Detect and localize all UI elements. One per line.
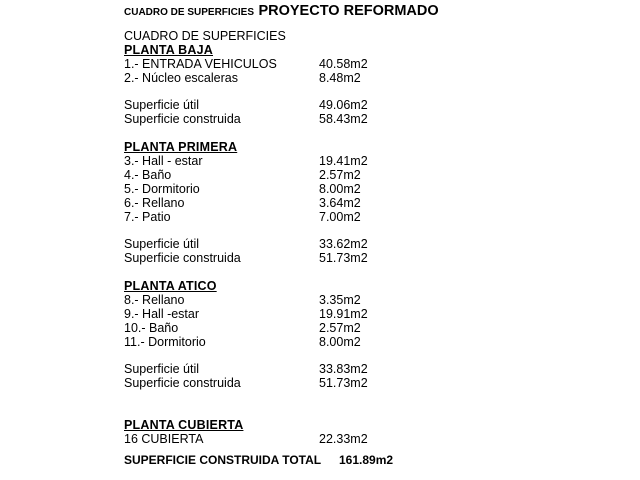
room-label: 7.- Patio	[124, 209, 171, 224]
room-row	[124, 433, 624, 447]
room-label: 8.- Rellano	[124, 292, 185, 307]
spacer	[124, 349, 624, 363]
subtitle: CUADRO DE SUPERFICIES	[124, 29, 286, 43]
spacer	[124, 391, 624, 419]
room-label: 10.- Baño	[124, 320, 179, 335]
room-value: 2.57m2	[319, 167, 361, 182]
room-row	[124, 169, 624, 183]
util-label: Superficie útil	[124, 362, 200, 377]
section-title-planta-primera: PLANTA PRIMERA	[124, 140, 238, 155]
room-row	[124, 322, 624, 336]
util-row	[124, 363, 624, 377]
spacer	[124, 224, 624, 238]
construida-row	[124, 113, 624, 127]
room-row	[124, 197, 624, 211]
construida-label: Superficie construida	[124, 376, 241, 391]
util-value: 33.62m2	[319, 237, 368, 252]
room-label: 6.- Rellano	[124, 195, 185, 210]
total-label: SUPERFICIE CONSTRUIDA TOTAL	[124, 452, 322, 467]
util-value: 33.83m2	[319, 362, 368, 377]
room-row	[124, 155, 624, 169]
room-label: 16 CUBIERTA	[124, 431, 204, 446]
util-row	[124, 238, 624, 252]
spacer	[124, 86, 624, 100]
room-value: 19.91m2	[319, 306, 368, 321]
room-value: 3.35m2	[319, 292, 361, 307]
surface-table	[124, 30, 624, 468]
construida-value: 51.73m2	[319, 251, 368, 266]
room-row	[124, 183, 624, 197]
room-row	[124, 294, 624, 308]
construida-row	[124, 377, 624, 391]
util-label: Superficie útil	[124, 98, 200, 113]
room-row	[124, 211, 624, 225]
room-label: 5.- Dormitorio	[124, 181, 200, 196]
room-label: 2.- Núcleo escaleras	[124, 70, 238, 85]
spacer	[124, 127, 624, 141]
room-value: 8.00m2	[319, 181, 361, 196]
construida-value: 58.43m2	[319, 112, 368, 127]
room-value: 2.57m2	[319, 320, 361, 335]
room-value: 19.41m2	[319, 154, 368, 169]
room-value: 7.00m2	[319, 209, 361, 224]
spacer	[124, 266, 624, 280]
total-value: 161.89m2	[339, 452, 394, 467]
section-title-planta-cubierta: PLANTA CUBIERTA	[124, 417, 244, 432]
document-header	[124, 2, 439, 22]
construida-label: Superficie construida	[124, 112, 241, 127]
room-row	[124, 58, 624, 72]
util-row	[124, 99, 624, 113]
construida-label: Superficie construida	[124, 251, 241, 266]
section-title-planta-atico: PLANTA ATICO	[124, 279, 217, 294]
construida-row	[124, 252, 624, 266]
construida-value: 51.73m2	[319, 376, 368, 391]
room-label: 11.- Dormitorio	[124, 334, 206, 349]
header-small-title: CUADRO DE SUPERFICIES	[124, 7, 255, 18]
util-value: 49.06m2	[319, 98, 368, 113]
room-label: 1.- ENTRADA VEHICULOS	[124, 56, 277, 71]
room-value: 3.64m2	[319, 195, 361, 210]
room-value: 8.48m2	[319, 70, 361, 85]
total-row	[124, 454, 624, 468]
room-label: 9.- Hall -estar	[124, 306, 200, 321]
util-label: Superficie útil	[124, 237, 200, 252]
room-row	[124, 72, 624, 86]
room-value: 40.58m2	[319, 56, 368, 71]
section-title-planta-baja: PLANTA BAJA	[124, 42, 214, 57]
room-label: 4.- Baño	[124, 167, 172, 182]
room-row	[124, 308, 624, 322]
room-label: 3.- Hall - estar	[124, 154, 203, 169]
header-big-title: PROYECTO REFORMADO	[258, 3, 439, 19]
room-value: 22.33m2	[319, 431, 368, 446]
room-row	[124, 336, 624, 350]
room-value: 8.00m2	[319, 334, 361, 349]
